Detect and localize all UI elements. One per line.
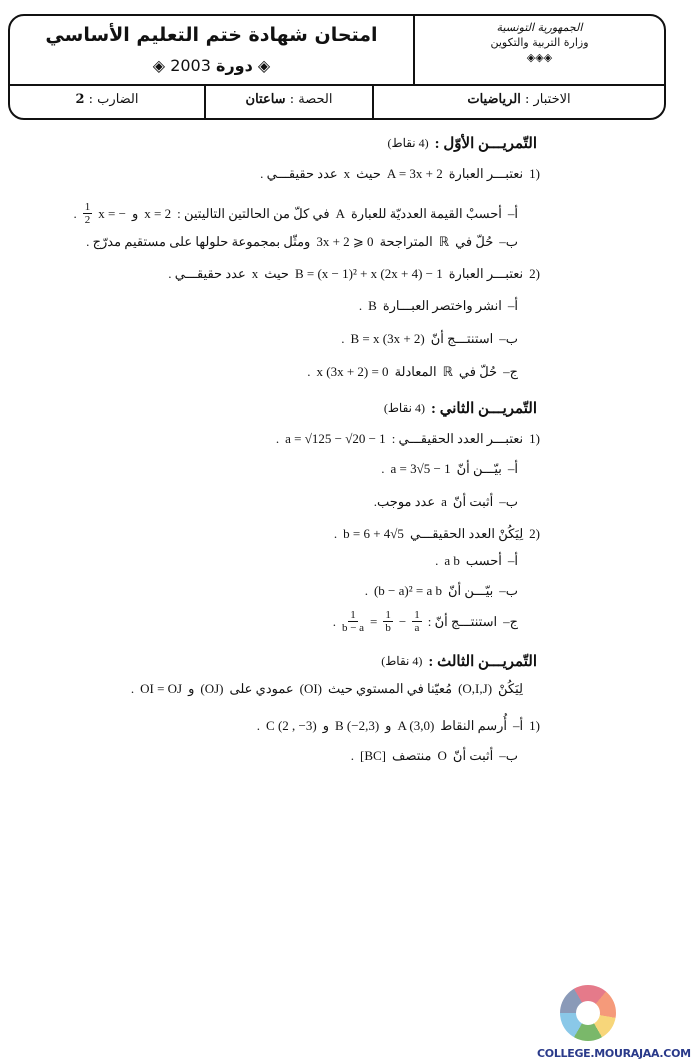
text-segment: ب–	[499, 748, 518, 763]
text-segment: استنتـــج أنّ :	[427, 613, 498, 629]
math-expression: B	[368, 298, 377, 313]
math-expression: 1)	[529, 166, 540, 181]
exercise-1-title	[387, 134, 537, 153]
text-segment: .	[332, 613, 336, 629]
text-segment: عدد حقيقـــي .	[260, 166, 338, 181]
text-segment: عدد حقيقـــي .	[168, 266, 246, 281]
session-year: 2003	[170, 56, 211, 75]
text-segment: أ–	[507, 553, 518, 568]
exercise-2-title	[384, 399, 537, 418]
numerator: 1	[414, 609, 420, 621]
text-segment: ب–	[499, 331, 518, 346]
fraction	[83, 201, 93, 226]
text-segment: أحسب	[465, 553, 502, 568]
math-expression: O	[437, 748, 447, 763]
math-expression: b = 6 + 4√5	[343, 526, 404, 541]
text-segment: .	[358, 298, 363, 313]
math-expression: B (−2,3)	[334, 718, 380, 733]
text-segment: نعتبـــر العبارة	[448, 266, 524, 281]
math-expression: x (3x + 2) = 0	[316, 364, 389, 379]
text-segment: ب–	[499, 494, 518, 509]
math-expression: A (3,0)	[397, 718, 435, 733]
coefficient-cell	[10, 92, 204, 107]
text-segment: مُعيّنا في المستوي حيث	[328, 681, 453, 696]
numerator: 1	[385, 609, 391, 621]
math-expression: 3x + 2 ⩾ 0	[316, 234, 374, 249]
math-expression: (O,I,J)	[458, 681, 493, 696]
fraction	[383, 609, 393, 634]
math-expression: B = (x − 1)² + x (2x + 4) − 1	[294, 266, 443, 281]
exercise-points: (4 نقاط)	[383, 401, 425, 415]
text-segment: و	[385, 718, 392, 733]
exercise-2-q2	[334, 526, 540, 542]
text-segment: في كلّ من الحالتين التاليتين :	[177, 205, 330, 221]
text-segment: .	[307, 364, 311, 379]
math-expression: a = √125 − √20 − 1	[285, 431, 386, 446]
math-expression: x = 2	[144, 205, 172, 221]
text-segment: عمودي على	[229, 681, 294, 696]
ornament: ◈	[257, 56, 271, 75]
math-expression: 2)	[529, 266, 540, 281]
text-segment: أُرسم النقاط	[440, 718, 508, 733]
text-segment: أ–	[507, 205, 518, 221]
text-segment: أحسبْ القيمة العدديّة للعبارة	[351, 205, 502, 221]
text-segment: أ–	[507, 298, 518, 313]
denominator: b	[385, 622, 391, 634]
math-expression: x	[343, 166, 351, 181]
text-segment: ج–	[503, 364, 518, 379]
text-segment: .	[333, 526, 338, 541]
text-segment: استنتـــج أنّ	[430, 331, 494, 346]
exercise-1-q2a	[359, 298, 518, 314]
text-segment: حيث	[356, 166, 381, 181]
math-expression: (b − a)² = a b	[373, 583, 442, 598]
text-segment: و	[131, 205, 139, 221]
math-expression: ℝ	[438, 234, 450, 249]
exercise-2-q1b	[374, 494, 518, 510]
denominator: a	[414, 622, 420, 634]
ministry-block	[415, 20, 664, 65]
exercise-1-q2c	[307, 364, 518, 380]
duration-cell	[206, 92, 372, 107]
text-segment: لِيَكُنْ العدد الحقيقـــي	[409, 526, 524, 541]
math-expression: x	[251, 266, 259, 281]
text-segment: بيّـــن أنّ	[447, 583, 494, 598]
text-segment: .	[130, 681, 135, 696]
exercise-title: التّمريـــن الأوّل :	[434, 136, 537, 152]
math-expression: x = −	[98, 205, 126, 221]
coefficient-value: 2	[75, 92, 85, 107]
exercise-2-q1a	[381, 461, 518, 477]
text-segment: ومثّل بمجموعة حلولها على مستقيم مدرّج .	[86, 234, 311, 249]
text-segment: حُلّ في	[458, 364, 498, 379]
exercise-3-q1b	[351, 748, 518, 764]
fraction	[412, 609, 422, 634]
math-expression: 1)	[529, 718, 540, 733]
text-segment: المتراجحة	[379, 234, 433, 249]
text-segment: حيث	[264, 266, 289, 281]
text-segment: عدد موجب.	[373, 494, 436, 509]
text-segment: .	[341, 331, 345, 346]
coefficient-label: الضارب :	[88, 92, 139, 107]
math-expression: A = 3x + 2	[386, 166, 443, 181]
text-segment: حُلّ في	[455, 234, 494, 249]
text-segment: أثبت أنّ	[452, 494, 494, 509]
exam-title: امتحان شهادة ختم التعليم الأساسي	[45, 24, 378, 46]
text-segment: .	[435, 553, 439, 568]
math-expression: (OJ)	[200, 681, 224, 696]
exercise-points: (4 نقاط)	[381, 654, 423, 668]
numerator: 1	[350, 609, 356, 621]
exercise-1-q2	[168, 266, 540, 282]
exercise-1-q1	[260, 166, 540, 182]
subject-cell	[374, 92, 664, 107]
duration-label: الحصة :	[289, 92, 333, 107]
fraction	[342, 609, 364, 634]
site-url: COLLEGE.MOURAJAA.COM	[537, 1047, 691, 1060]
text-segment: منتصف	[391, 748, 432, 763]
session-label: دورة	[216, 56, 253, 75]
math-expression: OI = OJ	[140, 681, 183, 696]
text-segment: .	[256, 718, 261, 733]
text-segment: ج–	[503, 613, 518, 629]
exercise-title: التّمريـــن الثاني :	[431, 401, 537, 417]
text-segment: انشر واختصر العبـــارة	[382, 298, 502, 313]
math-expression: a	[441, 494, 447, 509]
text-segment: أ–	[507, 461, 518, 476]
exam-header	[8, 14, 666, 120]
text-segment: المعادلة	[394, 364, 437, 379]
text-segment: و	[188, 681, 195, 696]
math-expression: 1)	[529, 431, 540, 446]
text-segment: ب–	[499, 234, 518, 249]
duration-value: ساعتان	[245, 92, 286, 107]
exercise-3-title	[381, 652, 537, 671]
exercise-1-q1a	[74, 201, 518, 226]
site-logo	[560, 985, 616, 1041]
math-expression: ℝ	[442, 364, 453, 379]
text-segment: ب–	[499, 583, 518, 598]
math-expression: [BC]	[359, 748, 386, 763]
denominator: b − a	[341, 622, 365, 634]
exercise-3-intro	[131, 681, 523, 697]
denominator: 2	[84, 214, 91, 226]
ornament: ◈	[152, 56, 166, 75]
exercise-1-q2b	[341, 331, 518, 347]
divider	[10, 84, 664, 86]
text-segment: و	[322, 718, 329, 733]
numerator: 1	[84, 201, 91, 213]
exercise-2-q2a	[435, 553, 518, 569]
math-expression: (OI)	[299, 681, 323, 696]
subject-value: الرياضيات	[467, 92, 521, 107]
text-segment: أثبت أنّ	[452, 748, 494, 763]
exercise-title: التّمريـــن الثالث :	[428, 654, 537, 670]
math-expression: B = x (3x + 2)	[350, 331, 425, 346]
text-segment: .	[73, 205, 77, 221]
math-expression: a = 3√5 − 1	[390, 461, 451, 476]
text-segment: .	[275, 431, 280, 446]
ministry-name: وزارة التربية والتكوين	[490, 36, 589, 49]
text-segment: نعتبـــر العبارة	[448, 166, 524, 181]
exercise-2-q2b	[365, 583, 518, 599]
session	[10, 56, 413, 75]
exercise-3-q1a	[257, 718, 540, 734]
math-expression: A	[335, 205, 345, 221]
text-segment: نعتبـــر العدد الحقيقـــي :	[391, 431, 524, 446]
exercise-2-q2c	[333, 609, 518, 634]
ornament: ◈◈◈	[526, 51, 553, 64]
exercise-1-q1b	[86, 234, 518, 250]
text-segment: بيّـــن أنّ	[456, 461, 502, 476]
math-expression: =	[370, 613, 378, 629]
math-expression: 2)	[529, 526, 540, 541]
exercise-points: (4 نقاط)	[387, 136, 429, 150]
math-expression: a b	[444, 553, 460, 568]
exercise-2-q1	[276, 431, 540, 447]
text-segment: أ–	[513, 718, 524, 733]
math-expression: −	[398, 613, 407, 629]
subject-label: الاختبار :	[524, 92, 571, 107]
text-segment: .	[381, 461, 385, 476]
text-segment: .	[350, 748, 354, 763]
text-segment: .	[364, 583, 368, 598]
math-expression: C (2 , −3)	[266, 718, 317, 733]
text-segment: لِيَكُنْ	[498, 681, 523, 696]
republic-name: الجمهورية التونسية	[496, 21, 583, 34]
